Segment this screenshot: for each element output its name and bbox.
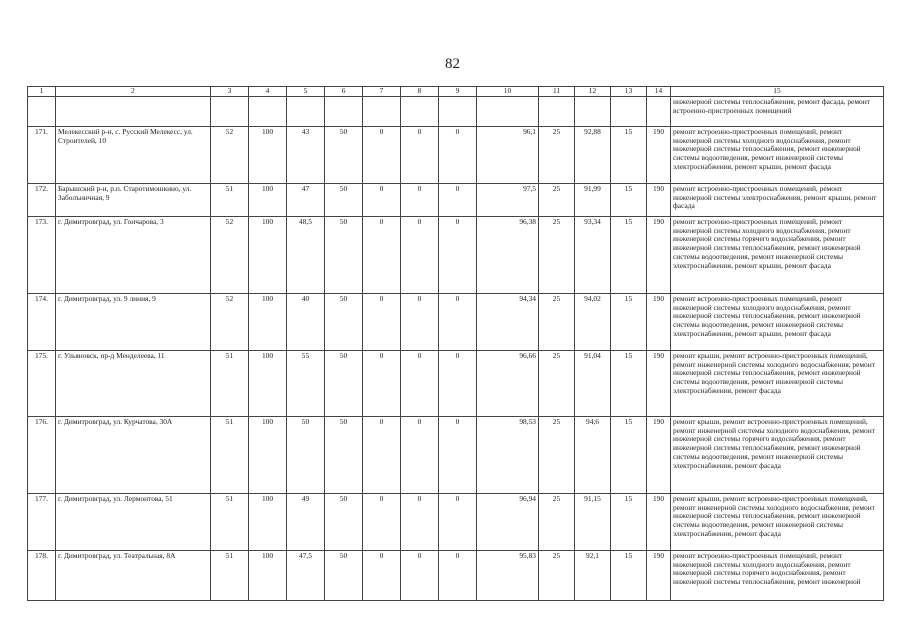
column-header: 2 — [56, 87, 211, 97]
value-cell: 0 — [363, 493, 401, 550]
value-cell: 0 — [401, 183, 439, 216]
value-cell: 190 — [647, 350, 671, 416]
value-cell: 100 — [249, 493, 287, 550]
value-cell: 100 — [249, 550, 287, 600]
value-cell: 50 — [325, 493, 363, 550]
value-cell: 55 — [287, 350, 325, 416]
column-header: 13 — [611, 87, 647, 97]
value-cell: 50 — [287, 416, 325, 493]
column-header: 1 — [28, 87, 56, 97]
row-number: 176. — [28, 416, 56, 493]
value-cell: 25 — [539, 493, 575, 550]
value-cell: 25 — [539, 183, 575, 216]
table-row — [28, 493, 884, 550]
value-cell: 0 — [401, 350, 439, 416]
column-numbers-row — [28, 87, 884, 97]
value-cell: 0 — [439, 293, 477, 350]
value-cell: 51 — [211, 183, 249, 216]
value-cell: 15 — [611, 216, 647, 293]
address-cell: г. Димитровград, ул. Театральная, 8А — [56, 550, 211, 600]
work-description: ремонт встроенно-пристроенных помещений, ремонт инженерной системы холодного водоснабжения, ремонт инженерной системы горячего водоснабжения, ремонт инженерной системы теплоснабжения, ремонт инженерной — [671, 550, 884, 600]
value-cell: 190 — [647, 183, 671, 216]
value-cell: 96,38 — [477, 216, 539, 293]
table-row — [28, 183, 884, 216]
row-number: 178. — [28, 550, 56, 600]
table-row — [28, 293, 884, 350]
value-cell: 0 — [401, 493, 439, 550]
column-header: 12 — [575, 87, 611, 97]
column-header: 11 — [539, 87, 575, 97]
value-cell: 190 — [647, 293, 671, 350]
table-row — [28, 550, 884, 600]
value-cell: 190 — [647, 550, 671, 600]
value-cell: 25 — [539, 216, 575, 293]
value-cell: 51 — [211, 550, 249, 600]
value-cell: 0 — [401, 126, 439, 183]
table-row — [28, 216, 884, 293]
row-number: 172. — [28, 183, 56, 216]
column-header: 7 — [363, 87, 401, 97]
value-cell: 25 — [539, 126, 575, 183]
column-header: 10 — [477, 87, 539, 97]
work-description: ремонт встроенно-пристроенных помещений, ремонт инженерной системы электроснабжения, ремонт крыши, ремонт фасада — [671, 183, 884, 216]
address-cell: г. Димитровград, ул. Гончарова, 3 — [56, 216, 211, 293]
work-description: ремонт встроенно-пристроенных помещений, ремонт инженерной системы холодного водоснабжения, ремонт инженерной системы теплоснабжения, ремонт инженерной системы водоотведения, ремонт инженерной системы электроснабжения, ремонт крыши, ремонт фасада — [671, 126, 884, 183]
value-cell: 190 — [647, 493, 671, 550]
value-cell: 0 — [439, 493, 477, 550]
row-number: 171. — [28, 126, 56, 183]
value-cell: 40 — [287, 293, 325, 350]
value-cell: 100 — [249, 350, 287, 416]
work-description: ремонт встроенно-пристроенных помещений, ремонт инженерной системы холодного водоснабжения, ремонт инженерной системы теплоснабжения, ремонт инженерной системы водоотведения, ремонт инженерной системы электроснабжения, ремонт крыши, ремонт фасада — [671, 293, 884, 350]
column-header: 5 — [287, 87, 325, 97]
value-cell: 100 — [249, 416, 287, 493]
value-cell: 47,5 — [287, 550, 325, 600]
value-cell: 190 — [647, 216, 671, 293]
value-cell: 52 — [211, 126, 249, 183]
address-cell: Мелекесский р-н, с. Русский Мелекесс, ул. Строителей, 10 — [56, 126, 211, 183]
value-cell: 98,53 — [477, 416, 539, 493]
value-cell: 15 — [611, 183, 647, 216]
value-cell: 94,34 — [477, 293, 539, 350]
value-cell: 100 — [249, 126, 287, 183]
column-header: 4 — [249, 87, 287, 97]
value-cell: 100 — [249, 183, 287, 216]
value-cell: 49 — [287, 493, 325, 550]
data-rows — [28, 126, 884, 600]
address-cell: Барышский р-н, р.п. Старотимошкино, ул. Заболъничная, 9 — [56, 183, 211, 216]
value-cell: 50 — [325, 183, 363, 216]
value-cell: 43 — [287, 126, 325, 183]
column-header: 14 — [647, 87, 671, 97]
value-cell: 50 — [325, 550, 363, 600]
value-cell: 97,5 — [477, 183, 539, 216]
value-cell: 0 — [439, 416, 477, 493]
value-cell: 51 — [211, 350, 249, 416]
value-cell: 25 — [539, 416, 575, 493]
value-cell: 0 — [401, 216, 439, 293]
value-cell: 50 — [325, 416, 363, 493]
page-number: 82 — [445, 56, 460, 72]
work-description: ремонт крыши, ремонт встроенно-пристроенных помещений, ремонт инженерной системы холодного водоснабжения, ремонт инженерной системы теплоснабжения, ремонт инженерной системы водоотведения, ремонт инженерной системы электроснабжения, ремонт фасада — [671, 493, 884, 550]
value-cell: 93,34 — [575, 216, 611, 293]
value-cell: 0 — [363, 350, 401, 416]
value-cell: 190 — [647, 126, 671, 183]
table-row — [28, 126, 884, 183]
value-cell: 25 — [539, 350, 575, 416]
value-cell: 96,1 — [477, 126, 539, 183]
row-number: 175. — [28, 350, 56, 416]
repair-program-table — [27, 86, 884, 601]
value-cell: 100 — [249, 216, 287, 293]
value-cell: 15 — [611, 550, 647, 600]
row-number: 174. — [28, 293, 56, 350]
work-description: инженерной системы теплоснабжения, ремонт фасада, ремонт встроенно-пристроенных помещений — [671, 96, 884, 126]
value-cell: 0 — [363, 416, 401, 493]
value-cell: 0 — [439, 350, 477, 416]
value-cell: 92,88 — [575, 126, 611, 183]
row-number: 177. — [28, 493, 56, 550]
value-cell: 0 — [363, 126, 401, 183]
value-cell: 0 — [363, 550, 401, 600]
value-cell: 15 — [611, 126, 647, 183]
column-header: 15 — [671, 87, 884, 97]
work-description: ремонт встроенно-пристроенных помещений, ремонт инженерной системы холодного водоснабжения, ремонт инженерной системы горячего водоснабжения, ремонт инженерной системы теплоснабжения, ремонт инженерной системы водоотведения, ремонт инженерной системы электроснабжения, ремонт крыши, ремонт фасада — [671, 216, 884, 293]
value-cell: 15 — [611, 493, 647, 550]
column-header: 3 — [211, 87, 249, 97]
row-number: 173. — [28, 216, 56, 293]
value-cell: 25 — [539, 293, 575, 350]
value-cell: 0 — [363, 216, 401, 293]
column-header: 8 — [401, 87, 439, 97]
value-cell: 47 — [287, 183, 325, 216]
value-cell: 91,99 — [575, 183, 611, 216]
value-cell: 0 — [401, 293, 439, 350]
value-cell: 50 — [325, 126, 363, 183]
value-cell: 0 — [439, 216, 477, 293]
value-cell: 51 — [211, 416, 249, 493]
value-cell: 91,15 — [575, 493, 611, 550]
value-cell: 0 — [363, 293, 401, 350]
value-cell: 15 — [611, 293, 647, 350]
address-cell: г. Димитровград, ул. Лермонтова, 51 — [56, 493, 211, 550]
value-cell: 0 — [439, 183, 477, 216]
table-row — [28, 416, 884, 493]
value-cell: 25 — [539, 550, 575, 600]
value-cell: 94,02 — [575, 293, 611, 350]
address-cell: г. Димитровград, ул. 9 линия, 9 — [56, 293, 211, 350]
value-cell: 50 — [325, 350, 363, 416]
value-cell: 50 — [325, 216, 363, 293]
value-cell: 0 — [363, 183, 401, 216]
value-cell: 91,04 — [575, 350, 611, 416]
address-cell: г. Ульяновск, пр-д Менделеева, 11 — [56, 350, 211, 416]
value-cell: 0 — [439, 126, 477, 183]
value-cell: 52 — [211, 293, 249, 350]
value-cell: 48,5 — [287, 216, 325, 293]
value-cell: 0 — [401, 416, 439, 493]
value-cell: 96,66 — [477, 350, 539, 416]
value-cell: 0 — [439, 550, 477, 600]
value-cell: 94,6 — [575, 416, 611, 493]
column-header: 9 — [439, 87, 477, 97]
address-cell: г. Димитровград, ул. Курчатова, 30А — [56, 416, 211, 493]
value-cell: 15 — [611, 350, 647, 416]
value-cell: 0 — [401, 550, 439, 600]
value-cell: 50 — [325, 293, 363, 350]
value-cell: 100 — [249, 293, 287, 350]
value-cell: 52 — [211, 216, 249, 293]
column-header: 6 — [325, 87, 363, 97]
table-row — [28, 350, 884, 416]
value-cell: 15 — [611, 416, 647, 493]
work-description: ремонт крыши, ремонт встроенно-пристроенных помещений, ремонт инженерной системы холодного водоснабжения, ремонт инженерной системы теплоснабжения, ремонт инженерной системы водоотведения, ремонт инженерной системы электроснабжения, ремонт фасада — [671, 350, 884, 416]
value-cell: 92,1 — [575, 550, 611, 600]
work-description: ремонт крыши, ремонт встроенно-пристроенных помещений, ремонт инженерной системы холодного водоснабжения, ремонт инженерной системы горячего водоснабжения, ремонт инженерной системы теплоснабжения, ремонт инженерной системы водоотведения, ремонт инженерной системы электроснабжения, ремонт фасада — [671, 416, 884, 493]
value-cell: 51 — [211, 493, 249, 550]
value-cell: 96,94 — [477, 493, 539, 550]
value-cell: 190 — [647, 416, 671, 493]
value-cell: 95,83 — [477, 550, 539, 600]
continuation-row — [28, 96, 884, 126]
